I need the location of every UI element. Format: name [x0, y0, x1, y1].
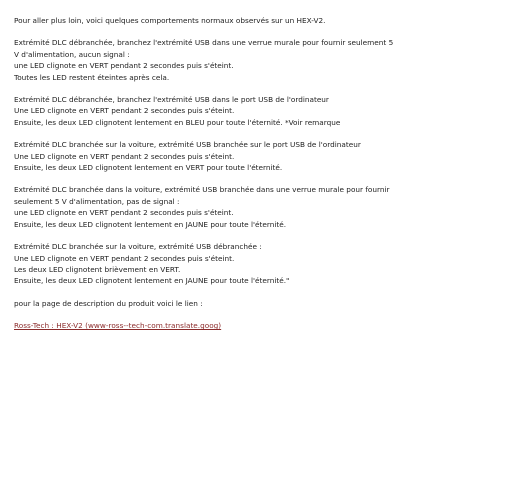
link-paragraph — [14, 320, 504, 331]
case-1-line-2: V d'alimentation, aucun signal : — [14, 49, 130, 59]
case-2-line-2: Une LED clignote en VERT pendant 2 secondes puis s'éteint. — [14, 106, 235, 116]
case-3-line-1: Extrémité DLC branchée sur la voiture, extrémité USB branchée sur le port USB de l'ordinateur — [14, 140, 361, 150]
case-3-line-3: Ensuite, les deux LED clignotent lentement en VERT pour toute l'éternité. — [14, 163, 283, 173]
case-4-line-2: seulement 5 V d'alimentation, pas de signal : — [14, 196, 180, 206]
link-intro-paragraph — [14, 298, 504, 309]
case-4-paragraph — [14, 184, 504, 230]
case-5-line-4: Ensuite, les deux LED clignotent lentement en JAUNE pour toute l'éternité." — [14, 276, 290, 286]
case-5-line-1: Extrémité DLC branchée sur la voiture, extrémité USB débranchée : — [14, 242, 262, 252]
case-4-line-4: Ensuite, les deux LED clignotent lentement en JAUNE pour toute l'éternité. — [14, 219, 287, 229]
intro-paragraph — [14, 15, 504, 26]
case-1-line-1: Extrémité DLC débranchée, branchez l'extrémité USB dans une verrue murale pour fournir seulement 5 — [14, 38, 394, 48]
case-1-line-4: Toutes les LED restent éteintes après cela. — [14, 72, 170, 82]
product-page-link[interactable]: Ross-Tech : HEX-V2 (www-ross--tech-com.translate.goog) — [14, 321, 222, 331]
intro-line: Pour aller plus loin, voici quelques comportements normaux observés sur un HEX-V2. — [14, 16, 326, 25]
case-3-paragraph — [14, 139, 504, 173]
case-2-line-1: Extrémité DLC débranchée, branchez l'extrémité USB dans le port USB de l'ordinateur — [14, 95, 329, 105]
case-1-line-3: une LED clignote en VERT pendant 2 secondes puis s'éteint. — [14, 61, 234, 71]
case-4-line-3: une LED clignote en VERT pendant 2 secondes puis s'éteint. — [14, 208, 234, 218]
link-intro-line: pour la page de description du produit voici le lien : — [14, 298, 203, 308]
case-5-paragraph — [14, 241, 504, 287]
case-4-line-1: Extrémité DLC branchée dans la voiture, extrémité USB branchée dans une verrue murale pour fournir — [14, 185, 390, 195]
case-1-paragraph — [14, 37, 504, 83]
case-5-line-2: Une LED clignote en VERT pendant 2 secondes puis s'éteint. — [14, 253, 235, 263]
case-2-line-3: Ensuite, les deux LED clignotent lentement en BLEU pour toute l'éternité. *Voir remarque — [14, 117, 341, 127]
case-2-paragraph — [14, 94, 504, 128]
case-3-line-2: Une LED clignote en VERT pendant 2 secondes puis s'éteint. — [14, 151, 235, 161]
document-body — [14, 15, 504, 343]
case-5-line-3: Les deux LED clignotent brièvement en VERT. — [14, 264, 181, 274]
